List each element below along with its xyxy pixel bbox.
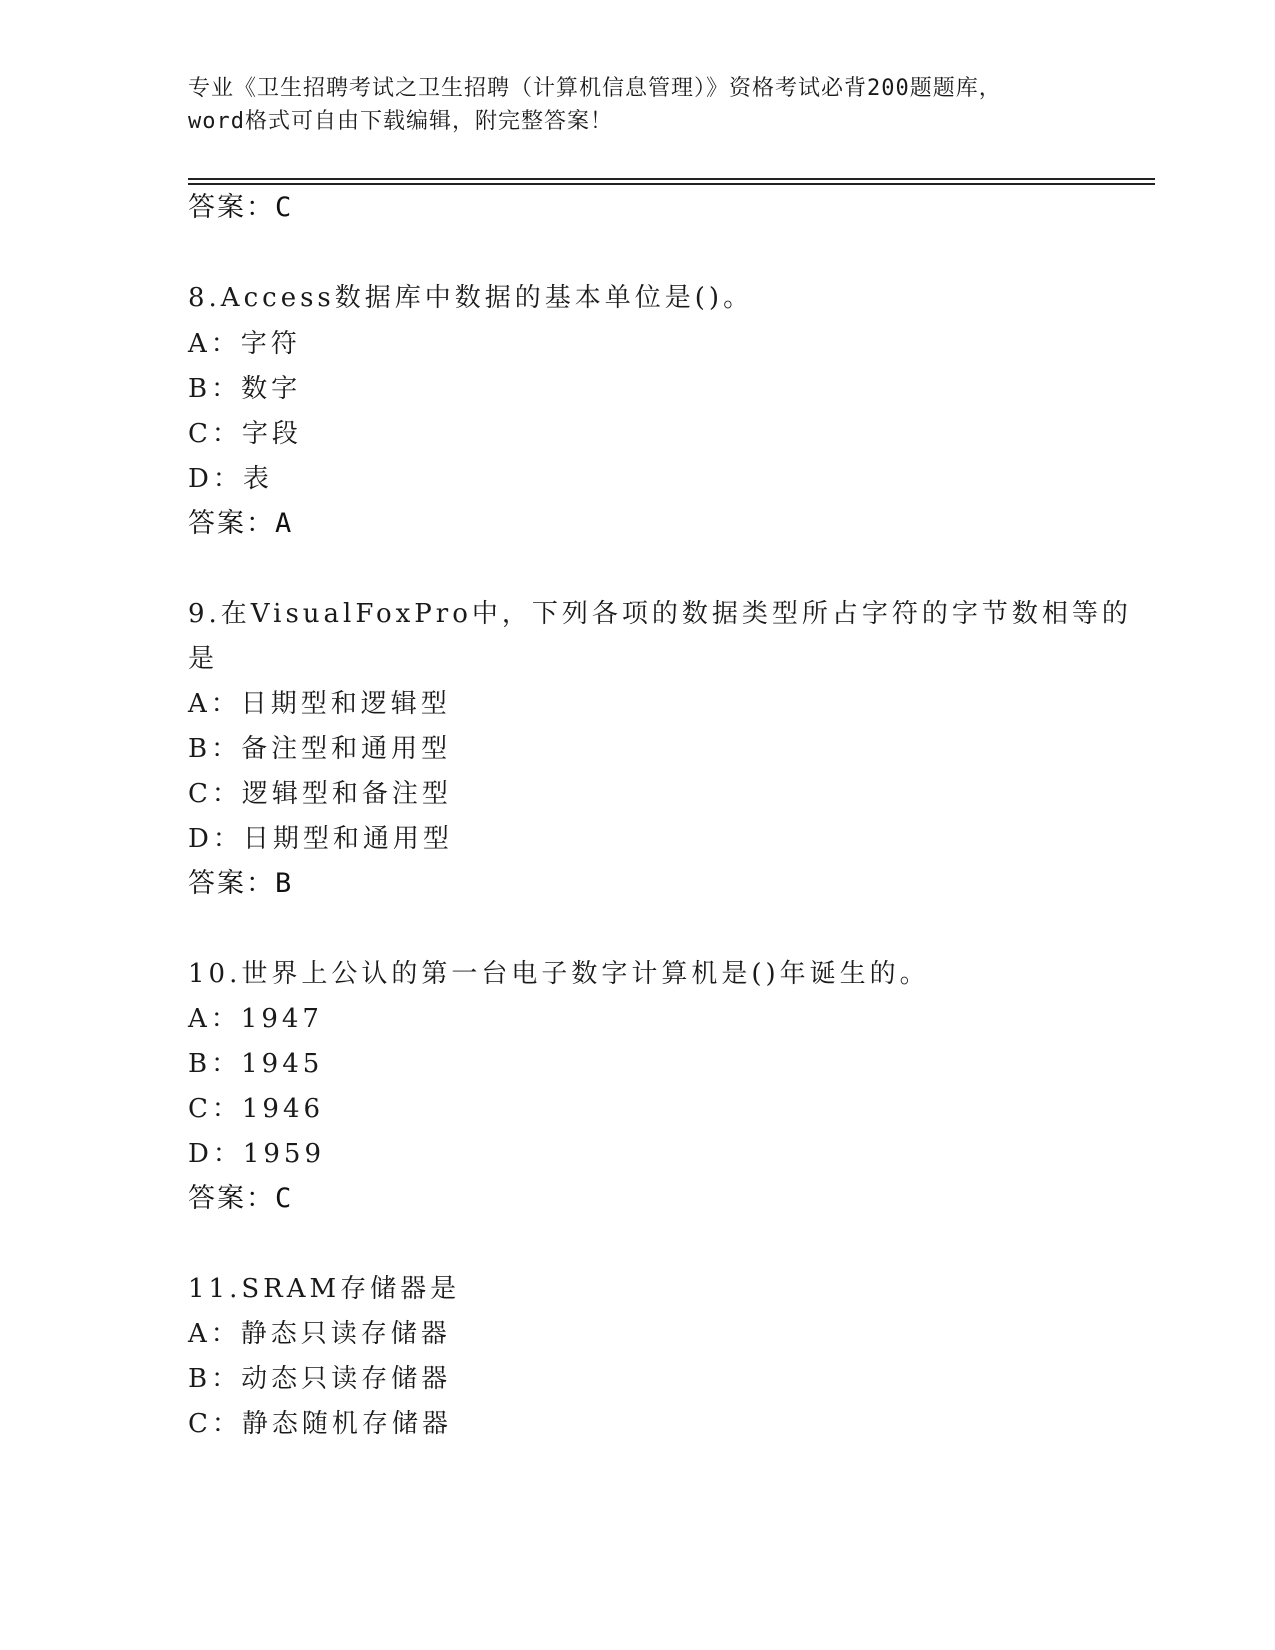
question-9-option-b: B：备注型和通用型 bbox=[188, 734, 452, 764]
header-divider-bottom bbox=[188, 183, 1155, 185]
header-line-1: 专业《卫生招聘考试之卫生招聘（计算机信息管理）》资格考试必背200题题库， bbox=[188, 76, 1002, 101]
question-11-option-b: B：动态只读存储器 bbox=[188, 1364, 452, 1394]
previous-answer: 答案：C bbox=[188, 192, 294, 223]
header-divider-top bbox=[188, 178, 1155, 180]
question-8-text: 8.Access数据库中数据的基本单位是()。 bbox=[188, 283, 754, 313]
question-8-option-d: D：表 bbox=[188, 464, 273, 494]
header-line-2: word格式可自由下载编辑，附完整答案！ bbox=[188, 109, 613, 134]
question-8-answer: 答案：A bbox=[188, 508, 294, 539]
question-10-answer: 答案：C bbox=[188, 1183, 294, 1214]
question-11-option-a: A：静态只读存储器 bbox=[188, 1319, 451, 1349]
question-9-option-c: C：逻辑型和备注型 bbox=[188, 779, 452, 809]
question-10-text: 10.世界上公认的第一台电子数字计算机是()年诞生的。 bbox=[188, 959, 930, 989]
question-9-option-a: A：日期型和逻辑型 bbox=[188, 689, 451, 719]
question-10-option-b: B：1945 bbox=[188, 1049, 324, 1079]
question-10-option-c: C：1946 bbox=[188, 1094, 325, 1124]
document-header bbox=[188, 72, 1088, 138]
question-9-text-line-2: 是 bbox=[188, 644, 219, 674]
question-11-text: 11.SRAM存储器是 bbox=[188, 1274, 461, 1304]
question-8-option-b: B：数字 bbox=[188, 374, 302, 404]
question-9-answer: 答案：B bbox=[188, 868, 294, 899]
question-11-option-c: C：静态随机存储器 bbox=[188, 1409, 452, 1439]
question-10-option-a: A：1947 bbox=[188, 1004, 323, 1034]
question-8-option-a: A：字符 bbox=[188, 329, 301, 359]
question-8-option-c: C：字段 bbox=[188, 419, 302, 449]
question-9-option-d: D：日期型和通用型 bbox=[188, 824, 453, 854]
question-10-option-d: D：1959 bbox=[188, 1139, 326, 1169]
question-9-text-line-1: 9.在VisualFoxPro中，下列各项的数据类型所占字符的字节数相等的 bbox=[188, 599, 1132, 629]
